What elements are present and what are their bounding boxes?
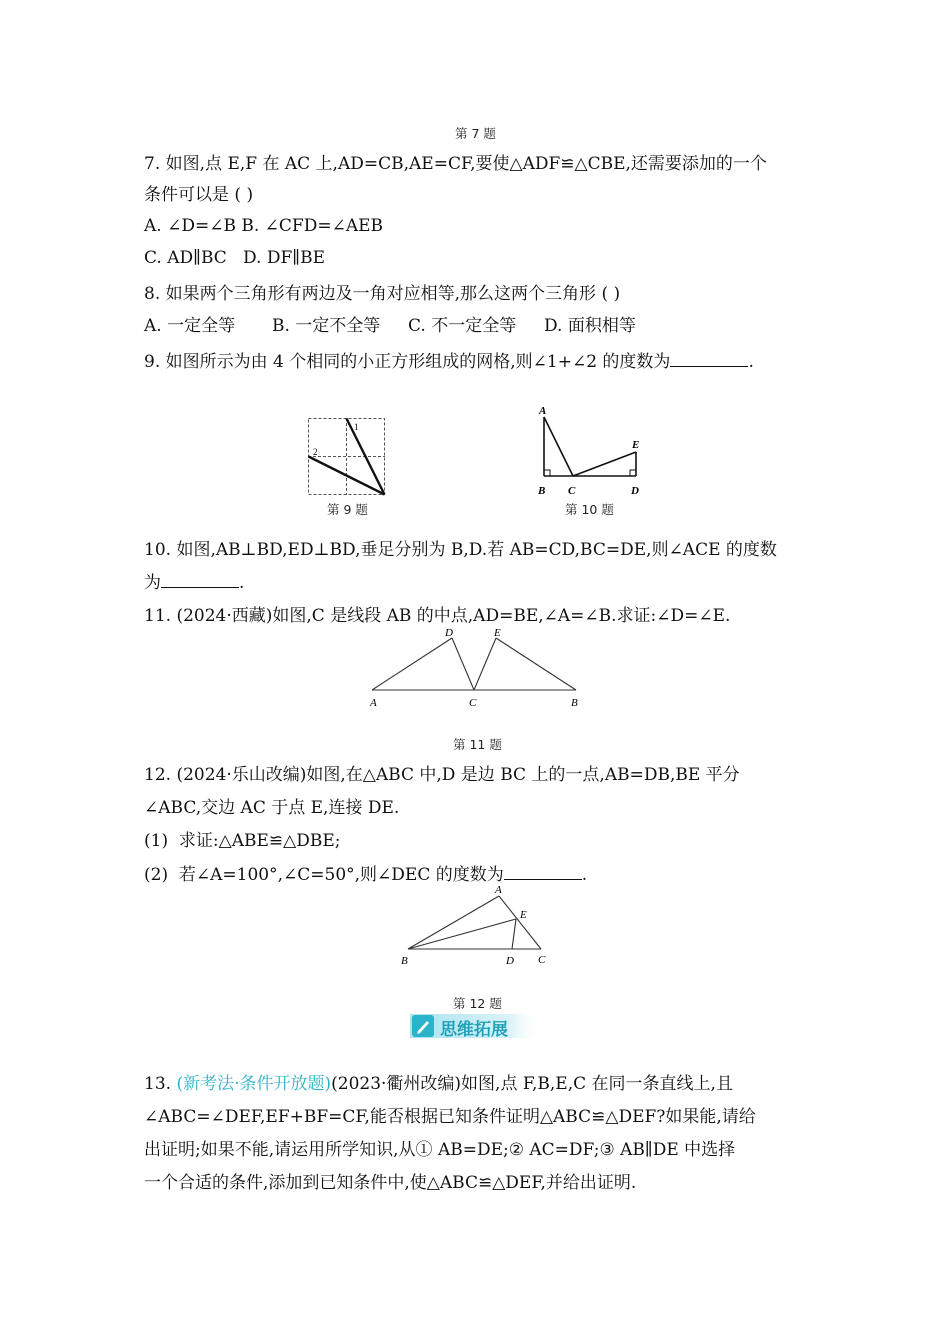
question-12-part-1 xyxy=(144,830,340,852)
question-text: (2024·乐山改编)如图,在△ABC 中,D 是边 BC 上的一点,AB=DB,BE 平分 xyxy=(176,765,740,785)
question-number: 8. xyxy=(144,284,161,304)
figure-11-diagram xyxy=(366,626,586,709)
question-text: (2024·西藏)如图,C 是线段 AB 的中点,AD=BE,∠A=∠B.求证:∠D=∠E. xyxy=(176,606,731,626)
period: . xyxy=(748,352,754,372)
point-label-b: B xyxy=(571,697,578,709)
question-13-line-3: 出证明;如果不能,请运用所学知识,从① AB=DE;② AC=DF;③ AB∥DE 中选择 xyxy=(144,1140,736,1160)
question-12-line-1 xyxy=(144,764,740,786)
question-text: 如果两个三角形有两边及一角对应相等,那么这两个三角形 ( ) xyxy=(165,284,621,304)
point-label-c: C xyxy=(538,954,546,966)
period: . xyxy=(239,573,245,593)
angle-label-1: 1 xyxy=(354,422,359,432)
point-label-b: B xyxy=(538,485,546,497)
point-label-d: D xyxy=(506,955,514,967)
option-a: A. ∠D=∠B xyxy=(144,216,236,236)
option-d: D. DF∥BE xyxy=(243,248,326,268)
question-number: 11. xyxy=(144,606,172,626)
question-text: 如图所示为由 4 个相同的小正方形组成的网格,则∠1+∠2 的度数为 xyxy=(165,352,671,372)
figure-12-diagram xyxy=(398,882,558,967)
part-number: (1) xyxy=(144,831,169,851)
section-title: 思维拓展 xyxy=(440,1020,508,1040)
question-text: 为 xyxy=(144,573,161,593)
question-7-options-row-1 xyxy=(144,215,383,237)
period: . xyxy=(581,865,588,885)
point-label-d: D xyxy=(631,485,639,497)
figure-caption-q12: 第 12 题 xyxy=(453,996,502,1011)
question-7-line-2: 条件可以是 ( ) xyxy=(144,185,254,205)
figure-9-grid xyxy=(308,418,388,498)
question-number: 13. xyxy=(144,1074,172,1094)
option-b: B. ∠CFD=∠AEB xyxy=(241,216,384,236)
figure-caption-q7: 第 7 题 xyxy=(455,126,496,141)
question-13-line-2: ∠ABC=∠DEF,EF+BF=CF,能否根据已知条件证明△ABC≌△DEF?如果能,请给 xyxy=(144,1107,756,1127)
part-number: (2) xyxy=(144,865,169,885)
option-a: A. 一定全等 xyxy=(144,316,236,336)
question-7-options-row-2 xyxy=(144,247,325,269)
point-label-e: E xyxy=(520,909,527,921)
option-c: C. AD∥BC xyxy=(144,248,227,268)
point-label-a: A xyxy=(495,884,502,896)
section-banner xyxy=(410,1012,542,1040)
point-label-c: C xyxy=(469,697,477,709)
point-label-b: B xyxy=(401,955,408,967)
question-12-line-2: ∠ABC,交边 AC 于点 E,连接 DE. xyxy=(144,798,400,818)
question-text: (2023·衢州改编)如图,点 F,B,E,C 在同一条直线上,且 xyxy=(331,1074,733,1094)
option-c: C. 不一定全等 xyxy=(408,316,517,336)
question-8-options xyxy=(144,315,636,337)
question-number: 10. xyxy=(144,540,172,560)
part-text: 若∠A=100°,∠C=50°,则∠DEC 的度数为 xyxy=(178,865,504,885)
question-number: 9. xyxy=(144,352,161,372)
point-label-a: A xyxy=(370,697,377,709)
question-text: 如图,AB⊥BD,ED⊥BD,垂足分别为 B,D.若 AB=CD,BC=DE,则∠ACE 的度数 xyxy=(176,540,777,560)
point-label-e: E xyxy=(494,627,501,639)
point-label-a: A xyxy=(539,405,547,417)
question-tag: (新考法·条件开放题) xyxy=(176,1074,332,1094)
question-text: 如图,点 E,F 在 AC 上,AD=CB,AE=CF,要使△ADF≌△CBE,还需要添加的一个 xyxy=(165,154,767,174)
option-b: B. 一定不全等 xyxy=(272,316,381,336)
question-number: 7. xyxy=(144,154,161,174)
question-7-line-1 xyxy=(144,153,767,175)
figure-caption-q10: 第 10 题 xyxy=(565,502,614,517)
answer-blank[interactable] xyxy=(504,863,582,880)
question-10-line-1 xyxy=(144,539,777,561)
question-8-line-1 xyxy=(144,283,620,305)
point-label-c: C xyxy=(568,485,576,497)
question-10-line-2 xyxy=(144,571,244,594)
answer-blank[interactable] xyxy=(161,571,239,588)
point-label-d: D xyxy=(445,627,453,639)
point-label-e: E xyxy=(632,439,640,451)
figure-caption-q9: 第 9 题 xyxy=(327,502,368,517)
question-13-line-4: 一个合适的条件,添加到已知条件中,使△ABC≌△DEF,并给出证明. xyxy=(144,1173,637,1193)
answer-blank[interactable] xyxy=(670,350,748,367)
question-number: 12. xyxy=(144,765,172,785)
question-11-line-1 xyxy=(144,605,730,627)
part-text: 求证:△ABE≌△DBE; xyxy=(178,831,341,851)
angle-label-2: 2 xyxy=(313,447,318,457)
figure-10-diagram xyxy=(536,404,646,497)
figure-caption-q11: 第 11 题 xyxy=(453,737,502,752)
option-d: D. 面积相等 xyxy=(544,316,636,336)
question-13-line-1 xyxy=(144,1073,733,1095)
question-9-line-1 xyxy=(144,350,754,373)
